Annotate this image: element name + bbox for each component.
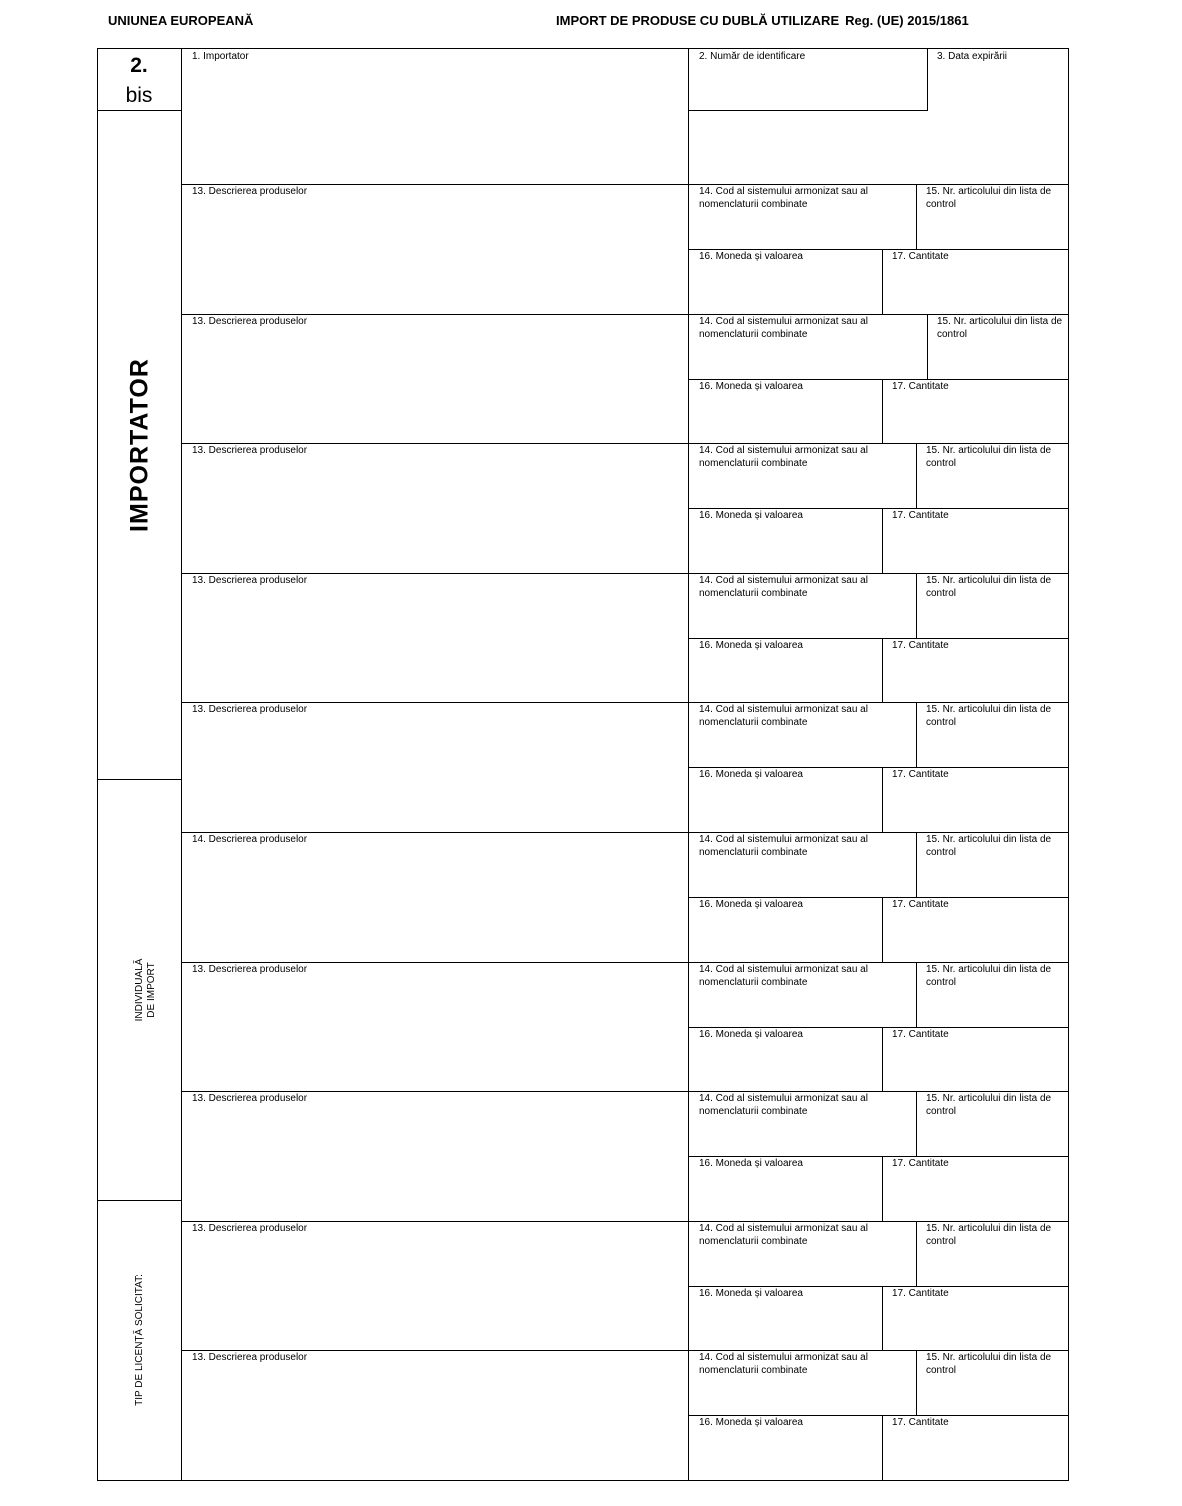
field-quantity-label: 17. Cantitate xyxy=(892,251,949,262)
side-column-divider xyxy=(181,48,182,1480)
side-label-individual-line1: INDIVIDUALĂ xyxy=(134,958,145,1022)
field-control-list-label: 15. Nr. articolului din lista de control xyxy=(926,1093,1052,1117)
field-description-label: 14. Descrierea produselor xyxy=(192,834,308,845)
id-expiry-divider xyxy=(927,48,928,110)
product-row-code-divider xyxy=(927,314,928,379)
side-divider-1 xyxy=(97,779,181,780)
header-form-title: IMPORT DE PRODUSE CU DUBLĂ UTILIZARE xyxy=(556,13,840,28)
product-row-value-divider xyxy=(882,379,883,443)
field-quantity-label: 17. Cantitate xyxy=(892,510,949,521)
product-row-value-divider xyxy=(882,897,883,962)
field-quantity-label: 17. Cantitate xyxy=(892,1288,949,1299)
field-control-list-label: 15. Nr. articolului din lista de control xyxy=(926,1352,1052,1376)
box-number-divider xyxy=(97,110,181,111)
field-quantity-label: 17. Cantitate xyxy=(892,381,949,392)
product-row-code-divider xyxy=(916,573,917,638)
field-description-label: 13. Descrierea produselor xyxy=(192,186,308,197)
field-id-number-label: 2. Număr de identificare xyxy=(699,51,806,62)
product-row-mid-divider xyxy=(688,508,1069,509)
product-row-value-divider xyxy=(882,508,883,573)
field-importer-label: 1. Importator xyxy=(192,51,249,62)
product-row-value-divider xyxy=(882,638,883,702)
field-quantity-label: 17. Cantitate xyxy=(892,640,949,651)
product-row-value-divider xyxy=(882,1286,883,1350)
field-currency-value-label: 16. Moneda și valoarea xyxy=(699,251,803,262)
product-row-value-divider xyxy=(882,1156,883,1221)
product-row-code-divider xyxy=(916,1221,917,1286)
header-left-title: UNIUNEA EUROPEANĂ xyxy=(108,13,254,28)
field-hs-code-label: 14. Cod al sistemului armonizat sau al nomenclaturii combinate xyxy=(699,186,868,210)
field-currency-value-label: 16. Moneda și valoarea xyxy=(699,1417,803,1428)
field-hs-code-label: 14. Cod al sistemului armonizat sau al nomenclaturii combinate xyxy=(699,575,868,599)
product-row-mid-divider xyxy=(688,249,1069,250)
product-row-mid-divider xyxy=(688,638,1069,639)
field-hs-code-label: 14. Cod al sistemului armonizat sau al nomenclaturii combinate xyxy=(699,1352,868,1376)
product-row-mid-divider xyxy=(688,1027,1069,1028)
product-row-border xyxy=(181,443,1069,444)
field-hs-code-label: 14. Cod al sistemului armonizat sau al nomenclaturii combinate xyxy=(699,445,868,469)
field-hs-code-label: 14. Cod al sistemului armonizat sau al nomenclaturii combinate xyxy=(699,834,868,858)
field-currency-value-label: 16. Moneda și valoarea xyxy=(699,1029,803,1040)
top-block-divider xyxy=(688,48,689,184)
header-regulation: Reg. (UE) 2015/1861 xyxy=(845,13,969,28)
side-divider-2 xyxy=(97,1200,181,1201)
product-row-mid-divider xyxy=(688,1415,1069,1416)
field-currency-value-label: 16. Moneda și valoarea xyxy=(699,1288,803,1299)
header-right-title xyxy=(556,13,969,28)
field-description-label: 13. Descrierea produselor xyxy=(192,1093,308,1104)
product-row-mid-divider xyxy=(688,1156,1069,1157)
side-label-individual-line2: DE IMPORT xyxy=(146,962,157,1018)
product-row-border xyxy=(181,573,1069,574)
product-row-border xyxy=(181,314,1069,315)
product-row-border xyxy=(181,702,1069,703)
product-row-code-divider xyxy=(916,702,917,767)
side-label-individual xyxy=(134,959,158,1022)
field-control-list-label: 15. Nr. articolului din lista de control xyxy=(926,1223,1052,1247)
frame-bottom xyxy=(97,1480,1069,1481)
field-expiry-label: 3. Data expirării xyxy=(937,51,1008,62)
product-row-code-divider xyxy=(916,962,917,1027)
product-row-border xyxy=(181,1091,1069,1092)
product-row-border xyxy=(181,1221,1069,1222)
top-block-bottom xyxy=(181,184,1069,185)
field-hs-code-label: 14. Cod al sistemului armonizat sau al nomenclaturii combinate xyxy=(699,1223,868,1247)
field-quantity-label: 17. Cantitate xyxy=(892,769,949,780)
field-currency-value-label: 16. Moneda și valoarea xyxy=(699,899,803,910)
field-control-list-label: 15. Nr. articolului din lista de control xyxy=(926,964,1052,988)
field-control-list-label: 15. Nr. articolului din lista de control xyxy=(926,575,1052,599)
field-hs-code-label: 14. Cod al sistemului armonizat sau al nomenclaturii combinate xyxy=(699,1093,868,1117)
field-hs-code-label: 14. Cod al sistemului armonizat sau al nomenclaturii combinate xyxy=(699,704,868,728)
field-currency-value-label: 16. Moneda și valoarea xyxy=(699,510,803,521)
field-hs-code-label: 14. Cod al sistemului armonizat sau al nomenclaturii combinate xyxy=(699,316,868,340)
field-control-list-label: 15. Nr. articolului din lista de control xyxy=(926,186,1052,210)
field-quantity-label: 17. Cantitate xyxy=(892,1417,949,1428)
side-label-licence-type: TIP DE LICENȚĂ SOLICITAT: xyxy=(134,1274,145,1406)
field-description-label: 13. Descrierea produselor xyxy=(192,1223,308,1234)
field-description-label: 13. Descrierea produselor xyxy=(192,704,308,715)
field-description-label: 13. Descrierea produselor xyxy=(192,575,308,586)
field-control-list-label: 15. Nr. articolului din lista de control xyxy=(926,445,1052,469)
field-quantity-label: 17. Cantitate xyxy=(892,1158,949,1169)
product-row-border xyxy=(181,1350,1069,1351)
product-row-mid-divider xyxy=(688,767,1069,768)
product-row-value-divider xyxy=(882,767,883,832)
field-control-list-label: 15. Nr. articolului din lista de control xyxy=(926,704,1052,728)
frame-left xyxy=(97,48,98,1480)
field-currency-value-label: 16. Moneda și valoarea xyxy=(699,769,803,780)
field-currency-value-label: 16. Moneda și valoarea xyxy=(699,381,803,392)
field-description-label: 13. Descrierea produselor xyxy=(192,316,308,327)
id-number-bottom xyxy=(688,110,928,111)
product-row-mid-divider xyxy=(688,1286,1069,1287)
field-description-label: 13. Descrierea produselor xyxy=(192,1352,308,1363)
frame-top xyxy=(97,48,1069,49)
field-control-list-label: 15. Nr. articolului din lista de control xyxy=(937,316,1063,340)
product-row-value-divider xyxy=(882,249,883,314)
product-row-code-divider xyxy=(916,184,917,249)
field-control-list-label: 15. Nr. articolului din lista de control xyxy=(926,834,1052,858)
product-row-code-divider xyxy=(916,832,917,897)
product-row-value-divider xyxy=(882,1415,883,1480)
product-row-value-divider xyxy=(882,1027,883,1091)
product-row-code-divider xyxy=(916,443,917,508)
side-label-importer: IMPORTATOR xyxy=(125,358,154,532)
product-row-code-divider xyxy=(916,1350,917,1415)
field-hs-code-label: 14. Cod al sistemului armonizat sau al nomenclaturii combinate xyxy=(699,964,868,988)
field-currency-value-label: 16. Moneda și valoarea xyxy=(699,640,803,651)
field-quantity-label: 17. Cantitate xyxy=(892,1029,949,1040)
product-row-mid-divider xyxy=(688,897,1069,898)
product-row-mid-divider xyxy=(688,379,1069,380)
box-number-value: 2. xyxy=(130,54,148,77)
product-row-border xyxy=(181,962,1069,963)
field-currency-value-label: 16. Moneda și valoarea xyxy=(699,1158,803,1169)
box-number-suffix: bis xyxy=(125,84,153,107)
field-description-label: 13. Descrierea produselor xyxy=(192,964,308,975)
product-row-border xyxy=(181,832,1069,833)
field-description-label: 13. Descrierea produselor xyxy=(192,445,308,456)
frame-right xyxy=(1068,48,1069,1480)
product-row-code-divider xyxy=(916,1091,917,1156)
field-quantity-label: 17. Cantitate xyxy=(892,899,949,910)
